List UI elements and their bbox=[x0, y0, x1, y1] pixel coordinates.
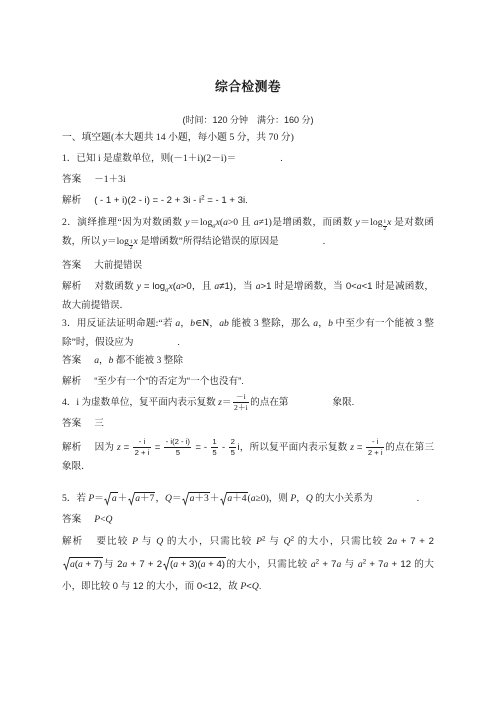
answer-3-content bbox=[94, 355, 183, 366]
text-run: 是增函数”所得结论错误的原因是 bbox=[137, 236, 279, 248]
square-root bbox=[104, 492, 117, 505]
math-variable: a bbox=[111, 493, 117, 505]
question-1 bbox=[62, 149, 434, 168]
text-run: ≠1)是增函数，而函数 bbox=[258, 217, 356, 228]
math-variable: a bbox=[200, 558, 206, 570]
text-run: ， bbox=[317, 318, 329, 330]
fraction bbox=[366, 438, 384, 457]
square-root bbox=[220, 492, 248, 505]
analysis-4-content bbox=[62, 437, 435, 473]
analysis-5 bbox=[62, 531, 434, 599]
fraction-denominator: 2 bbox=[383, 225, 387, 232]
math-variable: Q bbox=[105, 514, 113, 526]
analysis-1 bbox=[62, 191, 434, 210]
text-run: ＝ bbox=[171, 493, 182, 505]
fraction bbox=[211, 438, 218, 457]
superscript: 2 bbox=[362, 558, 367, 566]
math-variable: a bbox=[356, 281, 362, 293]
fraction bbox=[133, 438, 151, 457]
text-run: 大前提错误 bbox=[94, 260, 143, 272]
answer-label: 答案 bbox=[62, 174, 82, 185]
fraction-denominator bbox=[133, 448, 151, 457]
section-heading: 一、填空题(本大题共 14 小题，每小题 5 分，共 70 分) bbox=[62, 132, 294, 143]
text-run: ≥0)，则 bbox=[255, 493, 291, 505]
math-variable: a bbox=[94, 355, 99, 367]
math-variable: x bbox=[215, 217, 220, 228]
radical-sign-icon bbox=[104, 492, 111, 505]
text-run: = log bbox=[140, 281, 166, 293]
text-run: . bbox=[322, 236, 326, 248]
math-variable: Q bbox=[251, 581, 259, 593]
superscript: 2 bbox=[261, 535, 266, 543]
math-variable: a bbox=[313, 318, 318, 330]
text-run: < bbox=[100, 514, 106, 526]
analysis-3 bbox=[62, 372, 434, 391]
answer-4 bbox=[62, 414, 434, 433]
text-run: = bbox=[354, 442, 366, 454]
analysis-5-content bbox=[62, 536, 434, 592]
text-run: + 3)( bbox=[178, 558, 201, 570]
fraction-numerator bbox=[164, 438, 191, 448]
text-run: 3．用反证法证明命题:“若 bbox=[62, 318, 176, 330]
text-run: <1 时是减函数，故大前提错误． bbox=[62, 281, 434, 312]
text-run: 是对数函数，所以 bbox=[62, 217, 434, 248]
math-variable: a bbox=[135, 493, 141, 505]
text-run: －1＋3i bbox=[94, 174, 126, 185]
text-run: + 12 的大小，即比较 0 与 12 的大小，而 0<12，故 bbox=[62, 558, 434, 593]
math-variable: a bbox=[250, 493, 256, 505]
math-variable: P bbox=[94, 514, 101, 526]
analysis-1-content bbox=[94, 195, 248, 206]
bold-symbol: N bbox=[202, 318, 210, 330]
math-variable: y bbox=[136, 281, 141, 293]
text-run: 4．i 为虚数单位，复平面内表示复数 bbox=[62, 397, 219, 409]
superscript: 2 bbox=[201, 194, 205, 202]
analysis-label: 解析 bbox=[62, 195, 82, 206]
analysis-label: 解析 bbox=[62, 536, 84, 548]
fraction-numerator bbox=[211, 438, 218, 448]
text-run: 因为 bbox=[94, 442, 118, 454]
text-run: ， bbox=[209, 318, 220, 330]
math-variable: ab bbox=[219, 318, 229, 330]
answer-label: 答案 bbox=[62, 260, 82, 272]
math-variable: a bbox=[175, 318, 181, 330]
answer-2-content bbox=[94, 260, 142, 271]
fraction-denominator bbox=[366, 448, 384, 457]
subscript-fraction bbox=[129, 240, 133, 252]
radicand bbox=[135, 492, 156, 505]
text-run: + 4) bbox=[205, 558, 225, 570]
text-run: 的点在第 bbox=[250, 397, 289, 409]
radical-sign-icon bbox=[163, 557, 170, 570]
text-run: + 7) bbox=[82, 558, 103, 570]
text-run: －i bbox=[235, 392, 246, 402]
question-5 bbox=[62, 489, 434, 508]
text-run: - i bbox=[138, 437, 146, 447]
text-run: < bbox=[246, 581, 252, 593]
text-run: >1 时是增函数，当 0< bbox=[260, 281, 357, 293]
text-run: = - 1 + 3i. bbox=[204, 195, 248, 206]
text-run: 2．演绎推理“因为对数函数 bbox=[62, 217, 186, 228]
text-run: 1 bbox=[212, 437, 217, 447]
analysis-2-content bbox=[62, 281, 434, 311]
text-run: 三 bbox=[94, 418, 104, 430]
text-run: 能被 3 整除，那么 bbox=[228, 318, 314, 330]
math-variable: Q bbox=[305, 493, 313, 505]
square-root bbox=[163, 557, 226, 570]
analysis-3-content bbox=[94, 376, 244, 387]
text-run: = bbox=[151, 442, 164, 454]
text-run: 的大小关系为 bbox=[312, 493, 373, 505]
subscript: a bbox=[165, 286, 169, 294]
math-variable: a bbox=[214, 281, 220, 293]
math-variable: a bbox=[357, 558, 363, 570]
math-variable: a bbox=[227, 493, 233, 505]
text-run: - i bbox=[372, 437, 379, 447]
math-variable: b bbox=[190, 318, 196, 330]
math-variable: b bbox=[328, 318, 333, 330]
square-root bbox=[182, 492, 210, 505]
analysis-2 bbox=[62, 277, 434, 315]
text-run: 5 bbox=[175, 447, 180, 457]
math-variable: a bbox=[255, 281, 261, 293]
math-variable: y bbox=[185, 217, 190, 228]
question-4 bbox=[62, 393, 434, 412]
fraction-denominator bbox=[233, 403, 250, 412]
text-run: ， bbox=[155, 493, 166, 505]
fraction-numerator: 1 bbox=[129, 238, 133, 245]
fraction-denominator bbox=[211, 448, 218, 457]
text-run: = - bbox=[192, 442, 210, 454]
text-run: ∈ bbox=[195, 318, 203, 330]
math-variable: P bbox=[240, 581, 247, 593]
fraction-denominator: 2 bbox=[129, 244, 133, 251]
text-run: 与 2 bbox=[103, 558, 123, 570]
analysis-4 bbox=[62, 438, 434, 476]
answer-5-content bbox=[94, 514, 112, 525]
text-run: 5 bbox=[212, 447, 217, 457]
analysis-label: 解析 bbox=[62, 281, 82, 293]
text-run: ＝log bbox=[359, 217, 383, 228]
text-run: + 7 + 2 bbox=[127, 558, 163, 570]
math-variable: y bbox=[355, 217, 360, 228]
text-run: + 7 bbox=[319, 558, 337, 570]
math-variable: Q bbox=[283, 536, 291, 548]
radicand bbox=[189, 492, 210, 505]
text-run: >0，且 bbox=[180, 281, 215, 293]
text-run: ( bbox=[219, 217, 224, 228]
math-variable: a bbox=[122, 558, 128, 570]
radical-sign-icon bbox=[63, 557, 70, 570]
text-run: 象限. bbox=[332, 397, 355, 409]
text-run: ( - 1 + i)(2 - i) = - 2 + 3i - i bbox=[94, 195, 202, 206]
text-run: ＋7 bbox=[140, 493, 155, 505]
math-variable: y bbox=[102, 236, 108, 248]
square-root bbox=[63, 557, 104, 570]
math-variable: a bbox=[78, 558, 83, 570]
math-variable: Q bbox=[165, 493, 172, 505]
radicand bbox=[70, 557, 104, 570]
text-run: ( bbox=[247, 493, 251, 505]
text-run: 5 bbox=[230, 447, 235, 457]
math-variable: z bbox=[117, 442, 121, 454]
math-variable: z bbox=[350, 442, 355, 454]
math-variable: a bbox=[253, 217, 259, 228]
radical-sign-icon bbox=[220, 492, 227, 505]
text-run: 都不能被 3 整除 bbox=[113, 355, 183, 367]
text-run: ＋ bbox=[117, 493, 128, 505]
math-variable: a bbox=[310, 558, 316, 570]
answer-label: 答案 bbox=[62, 514, 82, 526]
radicand bbox=[227, 492, 248, 505]
math-variable: z bbox=[218, 397, 222, 409]
text-run: - i(2 - i) bbox=[165, 437, 190, 447]
answer-2 bbox=[62, 256, 434, 275]
text-run: 的大小，只需比较 bbox=[225, 558, 311, 570]
text-run: ( bbox=[74, 558, 78, 570]
text-run: ( bbox=[170, 558, 174, 570]
fraction bbox=[233, 393, 250, 412]
square-root bbox=[128, 492, 156, 505]
math-variable: a bbox=[383, 558, 389, 570]
radical-sign-icon bbox=[182, 492, 189, 505]
text-run: ＝log bbox=[107, 236, 129, 248]
math-variable: a bbox=[189, 493, 195, 505]
math-variable: a bbox=[70, 558, 75, 570]
text-run: ， bbox=[98, 355, 109, 367]
text-run: 2 bbox=[230, 437, 235, 447]
analysis-label: 解析 bbox=[62, 376, 82, 388]
fraction-denominator bbox=[229, 448, 236, 457]
math-variable: x bbox=[168, 281, 173, 293]
text-run: + 7 + 2 bbox=[397, 536, 434, 548]
math-variable: a bbox=[175, 281, 181, 293]
answer-1 bbox=[62, 170, 434, 189]
text-run: ， bbox=[180, 318, 191, 330]
math-variable: b bbox=[108, 355, 114, 367]
text-run: 要比较 bbox=[96, 536, 133, 548]
math-variable: x bbox=[133, 236, 138, 248]
fraction-numerator bbox=[366, 438, 384, 448]
math-variable: P bbox=[256, 536, 262, 548]
text-run: ( bbox=[172, 281, 176, 293]
text-run: = bbox=[120, 442, 133, 454]
text-run: . bbox=[177, 337, 180, 349]
subscript: a bbox=[212, 222, 216, 230]
answer-label: 答案 bbox=[62, 355, 82, 367]
math-variable: P bbox=[132, 536, 139, 548]
text-run: ＝ bbox=[94, 493, 104, 505]
page-title: 综合检测卷 bbox=[215, 79, 281, 94]
math-variable: P bbox=[88, 493, 95, 505]
text-run: 2 + i bbox=[367, 447, 383, 457]
text-run: 的大小，只需比较 2 bbox=[294, 536, 393, 548]
text-run: 与 bbox=[341, 558, 358, 570]
text-run: 中至少有一个能被 3 整除”时，假设应为 bbox=[62, 318, 435, 349]
answer-1-content bbox=[94, 174, 125, 185]
answer-4-content bbox=[94, 418, 104, 429]
text-run: . bbox=[416, 493, 420, 505]
text-run: ＋ bbox=[209, 493, 220, 505]
math-variable: Q bbox=[156, 536, 164, 548]
fraction bbox=[164, 438, 191, 457]
radicand bbox=[111, 492, 117, 505]
document-body bbox=[62, 128, 434, 601]
fraction-denominator bbox=[164, 448, 191, 457]
text-run: ＋3 bbox=[194, 493, 209, 505]
text-run: ， bbox=[296, 493, 306, 505]
math-variable: a bbox=[173, 558, 179, 570]
text-run: i，所以复平面内表示复数 bbox=[237, 442, 351, 454]
text-run: 与 bbox=[265, 536, 284, 548]
text-run: + 7 bbox=[366, 558, 384, 570]
fraction-numerator bbox=[229, 438, 236, 448]
answer-5 bbox=[62, 510, 434, 529]
math-variable: a bbox=[336, 558, 342, 570]
fraction-numerator: 1 bbox=[383, 219, 387, 226]
text-run: 对数函数 bbox=[94, 281, 137, 293]
math-variable: P bbox=[290, 493, 297, 505]
answer-label: 答案 bbox=[62, 418, 82, 430]
text-run: “至少有一个”的否定为“一个也没有”. bbox=[94, 376, 244, 388]
text-run: . bbox=[258, 581, 262, 593]
text-run: - bbox=[219, 442, 229, 454]
text-run: 2＋i bbox=[234, 402, 248, 412]
radicand bbox=[170, 557, 226, 570]
text-run: 与 bbox=[138, 536, 157, 548]
math-variable: a bbox=[392, 536, 398, 548]
text-run: 2 + i bbox=[134, 447, 150, 457]
fraction bbox=[229, 438, 236, 457]
text-run: . bbox=[280, 153, 283, 164]
text-run: ＝ bbox=[221, 397, 232, 409]
text-run: ≠1)，当 bbox=[219, 281, 256, 293]
exam-time-and-score: (时间：120 分钟 满分：160 分) bbox=[182, 115, 314, 125]
analysis-label: 解析 bbox=[62, 442, 82, 454]
question-3 bbox=[62, 314, 434, 352]
math-variable: x bbox=[387, 217, 392, 228]
superscript: 2 bbox=[290, 535, 295, 543]
superscript: 2 bbox=[315, 558, 320, 566]
answer-3 bbox=[62, 351, 434, 370]
text-run: 的点在第三象限． bbox=[62, 442, 435, 473]
text-run: 5．若 bbox=[62, 493, 89, 505]
text-run: 1．已知 i 是虚数单位，则(－1＋i)(2－i)＝ bbox=[62, 153, 237, 164]
fraction-numerator bbox=[233, 393, 250, 403]
text-run: >0 且 bbox=[227, 217, 254, 228]
radical-sign-icon bbox=[128, 492, 135, 505]
text-run: ＝log bbox=[189, 217, 213, 228]
math-variable: a bbox=[223, 217, 228, 228]
text-run: 的大小，只需比较 bbox=[163, 536, 257, 548]
fraction-numerator bbox=[133, 438, 151, 448]
text-run: ＋4 bbox=[232, 493, 247, 505]
question-2 bbox=[62, 213, 434, 251]
